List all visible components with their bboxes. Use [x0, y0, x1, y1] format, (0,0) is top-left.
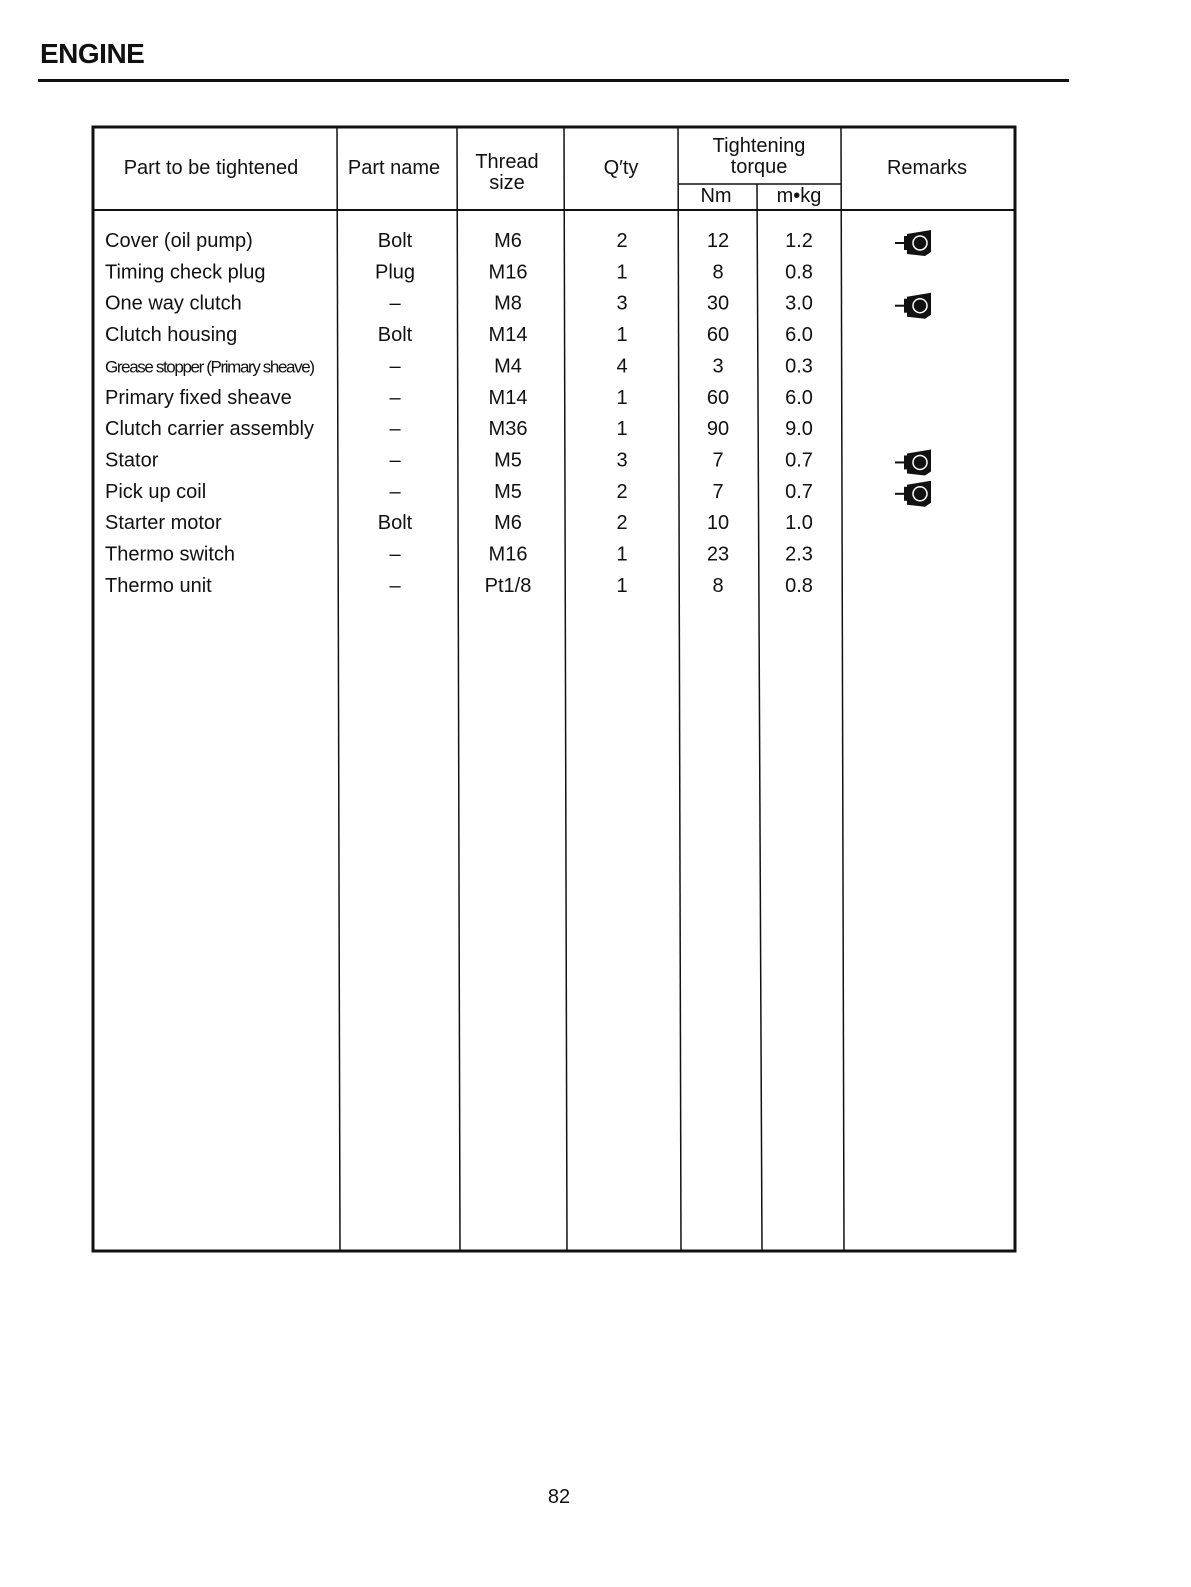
- page-number: 82: [547, 1486, 571, 1508]
- cell-mkg: 2.3: [785, 543, 813, 566]
- header-nm: Nm: [700, 185, 732, 207]
- header-part: Part to be tightened: [123, 157, 299, 179]
- cell-qty: 1: [616, 543, 628, 566]
- cell-nm: 8: [712, 574, 724, 597]
- cell-part: Thermo unit: [105, 574, 212, 597]
- header-thread-size-line2: size: [489, 172, 525, 194]
- cell-qty: 3: [616, 292, 628, 315]
- cell-thread: M6: [494, 230, 522, 252]
- cell-mkg: 1.0: [785, 512, 813, 535]
- cell-part-name: –: [389, 386, 401, 409]
- cell-part-name: Bolt: [377, 230, 413, 252]
- cell-part-name: –: [389, 449, 401, 472]
- cell-mkg: 6.0: [785, 324, 813, 347]
- cell-mkg: 0.7: [785, 480, 813, 503]
- column-divider: [841, 127, 844, 1251]
- header-part-name: Part name: [347, 157, 441, 179]
- cell-part-name: Plug: [374, 261, 416, 284]
- loctite-label: LT: [915, 241, 925, 248]
- table-row: [105, 544, 813, 566]
- cell-nm: 60: [706, 386, 730, 409]
- cell-part: Starter motor: [105, 512, 222, 535]
- loctite-icon: [895, 481, 931, 507]
- cell-part: Stator: [105, 449, 159, 472]
- cell-nm: 7: [712, 449, 724, 472]
- column-divider: [678, 127, 681, 1251]
- cell-part: Clutch carrier assembly: [105, 418, 314, 441]
- cell-mkg: 0.8: [785, 261, 813, 284]
- cell-part: Timing check plug: [105, 261, 266, 284]
- cell-qty: 3: [616, 449, 628, 472]
- table-row: [105, 512, 813, 534]
- cell-qty: 2: [616, 230, 628, 252]
- cell-part: Grease stopper (Primary sheave): [105, 357, 315, 377]
- table-row: [105, 387, 813, 409]
- cell-nm: 10: [706, 512, 730, 535]
- cell-part: Primary fixed sheave: [105, 386, 292, 409]
- cell-thread: M5: [494, 480, 522, 503]
- column-divider: [457, 127, 460, 1251]
- loctite-label: LT: [915, 491, 925, 499]
- cell-part-name: –: [389, 543, 401, 566]
- cell-mkg: 0.3: [785, 355, 813, 378]
- cell-mkg: 3.0: [785, 292, 813, 315]
- table-row: [105, 418, 813, 440]
- cell-part-name: –: [389, 292, 401, 315]
- cell-nm: 7: [712, 480, 724, 503]
- loctite-icon: [895, 449, 931, 475]
- table-row: [105, 230, 931, 256]
- cell-thread: M5: [494, 449, 522, 472]
- cell-thread: M4: [494, 355, 522, 378]
- cell-mkg: 1.2: [785, 230, 813, 252]
- cell-nm: 90: [706, 418, 730, 441]
- cell-part: Cover (oil pump): [105, 230, 253, 252]
- cell-thread: M16: [488, 261, 528, 284]
- cell-nm: 23: [706, 543, 730, 566]
- cell-mkg: 0.8: [785, 574, 813, 597]
- table-row: [105, 324, 813, 346]
- cell-thread: M14: [488, 386, 528, 409]
- cell-qty: 4: [616, 355, 628, 378]
- cell-thread: M14: [488, 324, 528, 347]
- table-row: [105, 261, 813, 283]
- cell-part-name: –: [389, 418, 401, 441]
- loctite-label: LT: [915, 303, 925, 311]
- header-thread-size-line1: Thread: [475, 151, 539, 173]
- cell-part: Thermo switch: [105, 543, 236, 566]
- cell-nm: 60: [706, 324, 730, 347]
- header-torque-line1: Tightening: [712, 135, 806, 157]
- cell-qty: 1: [616, 574, 628, 597]
- cell-thread: Pt1/8: [484, 574, 532, 597]
- cell-mkg: 6.0: [785, 386, 813, 409]
- cell-qty: 1: [616, 386, 628, 409]
- table-row: [105, 449, 931, 475]
- loctite-icon: [895, 230, 931, 256]
- loctite-label: LT: [915, 460, 925, 468]
- cell-mkg: 9.0: [785, 418, 813, 441]
- header-mkg: m•kg: [776, 185, 822, 207]
- cell-thread: M16: [488, 543, 528, 566]
- cell-part-name: Bolt: [377, 512, 413, 535]
- header-torque-line2: torque: [730, 156, 788, 178]
- cell-thread: M36: [488, 418, 528, 441]
- cell-thread: M6: [494, 512, 522, 535]
- section-title: ENGINE: [40, 38, 145, 69]
- cell-qty: 1: [616, 418, 628, 441]
- column-divider: [564, 127, 567, 1251]
- cell-nm: 30: [706, 292, 730, 315]
- table-row: [105, 293, 931, 319]
- cell-thread: M8: [494, 292, 522, 315]
- cell-qty: 1: [616, 324, 628, 347]
- table-row: [105, 481, 931, 507]
- cell-part-name: –: [389, 480, 401, 503]
- cell-part-name: Bolt: [377, 324, 413, 347]
- header-remarks: Remarks: [886, 157, 968, 179]
- header-qty: Q′ty: [603, 157, 639, 179]
- cell-nm: 3: [712, 355, 724, 378]
- column-divider: [757, 184, 762, 1251]
- cell-qty: 1: [616, 261, 628, 284]
- table-body: [105, 230, 931, 597]
- cell-part-name: –: [389, 355, 401, 378]
- loctite-icon: [895, 293, 931, 319]
- cell-part-name: –: [389, 574, 401, 597]
- cell-nm: 12: [706, 230, 730, 252]
- cell-part: Pick up coil: [105, 480, 207, 503]
- cell-qty: 2: [616, 512, 628, 535]
- cell-part: One way clutch: [105, 292, 242, 315]
- table-row: [105, 355, 813, 377]
- cell-nm: 8: [712, 261, 724, 284]
- cell-qty: 2: [616, 480, 628, 503]
- cell-mkg: 0.7: [785, 449, 813, 472]
- cell-part: Clutch housing: [105, 324, 238, 347]
- column-divider: [337, 127, 340, 1251]
